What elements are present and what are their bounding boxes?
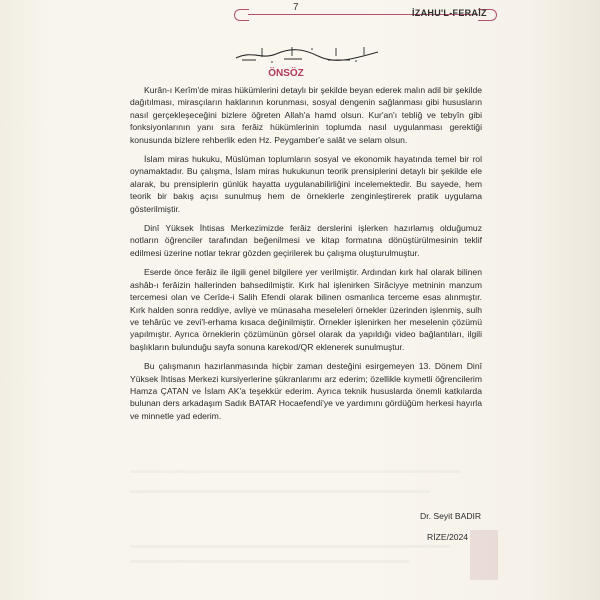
paragraph: Dinî Yüksek İhtisas Merkezimizde ferâiz derslerini işlerken hazırlamış olduğumuz notların öğrenciler tarafından beğenilmesi ve kitap formatına dönüştürülmesinin teklif edilmesi üzerine notlar tekrar gözden geçirilerek bu çalışma oluşturulmuştur. [130,223,482,258]
bleed-through-line [130,490,430,493]
section-title: ÖNSÖZ [268,68,304,79]
page-corner-tab [470,530,498,580]
running-title: İZAHU'L-FERAİZ [412,8,487,18]
header-ornament-left [234,9,249,21]
page-shadow [530,0,600,600]
place-date: RİZE/2024 [427,532,469,542]
paragraph: Kurân-ı Kerîm'de miras hükümlerini detaylı bir şekilde beyan ederek malın adil bir şekilde dağıtılması, mirasçıların haklarının korunması, sosyal dengenin sağlanması gibi hususların nasıl gerçekleşeceğini bizlere öğreten Allah'a hamd olsun. Kur'an'ı tebliğ ve tebyîn gibi fonksiyonlarının yanı sıra ferâiz hükümlerinin toplumda nasıl uygulanması gerektiği konusunda bizlere rehberlik eden Hz. Peygamber'e salât ve selam olsun. [130,85,482,145]
page-number: 7 [293,2,299,13]
bleed-through-line [130,470,460,473]
paragraph: Eserde önce ferâiz ile ilgili genel bilgilere yer verilmiştir. Ardından kırk hal olarak bilinen ashâb-ı ferâizin hallerinden bahsedilmiştir. Kırk hal işlenirken Sirâciyye metninin manzum tercemesi olan ve Cerîde-i Salih Efendi olarak bilinen osmanlıca terceme esas alınmıştır. Kırk halden sonra reddiye, avliye ve münasaha meseleleri örnekler üzerinden işlenmiş, sulh ve tehârüc ve zevi'l-erhama kısaca değinilmiştir. Örnekler işlenirken her meselenin çözümü yapılmıştır. Ayrıca örneklerin çözümünün görsel olarak da yapıldığı video bağlantıları, ilgili başlıkların bulunduğu sayfa sonuna karekod/QR eklenerek sunulmuştur. [130,267,482,352]
paragraph: Bu çalışmanın hazırlanmasında hiçbir zaman desteğini esirgemeyen 13. Dönem Dinî Yüksek İhtisas Merkezi kursiyerlerine şükranlarımı arz ederim; özellikle kıymetli öğrencilerim Hamza ÇATAN ve İslam AK'a teşekkür ederim. Ayrıca teknik hususlarda önemli katkılarda bulunan ders arkadaşım Sadık BATAR Hocaefendi'ye ve yardımını gördüğüm herkesi hayırla ve minnetle yad ederim. [130,361,482,421]
bleed-through-line [130,560,410,563]
basmala-calligraphy [232,44,382,64]
bleed-through-line [130,545,450,548]
author-signature: Dr. Seyit BADIR [420,511,482,521]
paragraph: İslam miras hukuku, Müslüman toplumların sosyal ve ekonomik hayatında temel bir rol oynamaktadır. Bu çalışma, İslam miras hukukunun teorik prensiplerini detaylı bir şekilde ele alarak, bu prensiplerin günlük hayatta uygulanabilirliğini incelemektedir. Bu sayede, hem teorik bir bakış açısı sunulmuş hem de örneklerle zenginleştirerek pratik uygulama gösterilmiştir. [130,154,482,214]
body-text [130,84,482,429]
